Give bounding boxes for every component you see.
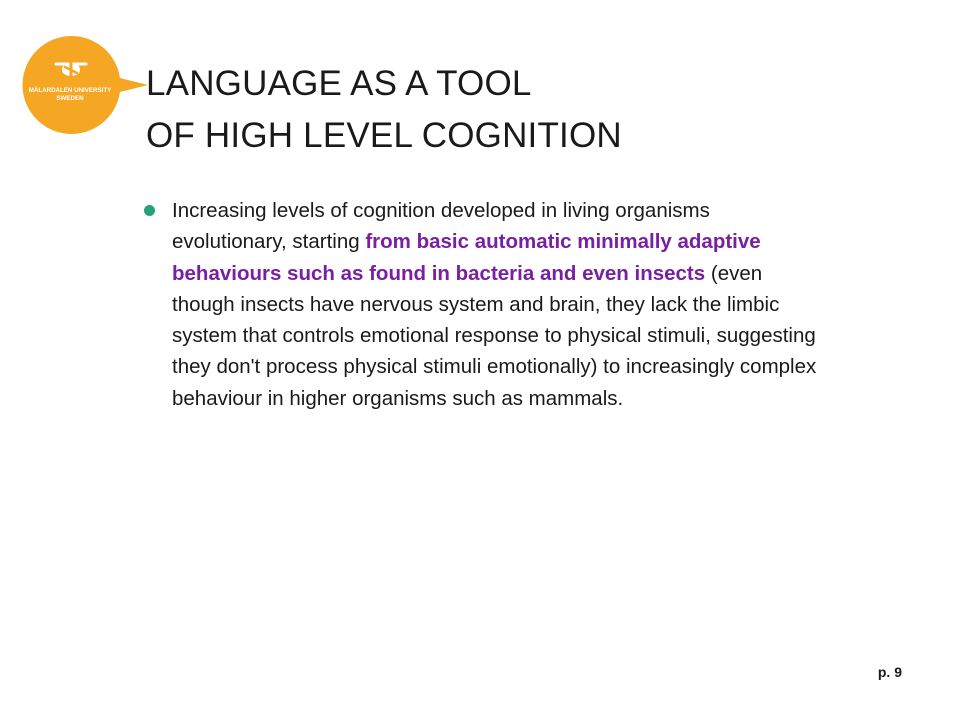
bullet-dot-icon — [144, 205, 155, 216]
bullet-highlight-text: from basic automatic minimally adaptive behaviours such as found in bacteria and even insects — [172, 230, 761, 285]
logo-text-line2: SWEDEN — [56, 95, 84, 102]
bullet-item — [144, 195, 824, 414]
slide-title-line-1: LANGUAGE AS A TOOL — [146, 64, 532, 103]
page-number: p. 9 — [877, 664, 902, 680]
bullet-text-after: (even though insects have nervous system and brain, they lack the limbic system that controls emotional response to physical stimuli, suggesting they don't process physical stimuli emotionally) to increasingly complex behaviour in higher organisms such as mammals. — [172, 261, 817, 410]
slide-title-line-2: OF HIGH LEVEL COGNITION — [146, 116, 622, 155]
university-logo — [22, 36, 150, 134]
bullet-list — [144, 195, 824, 414]
logo-text-line1: MÄLARDALEN UNIVERSITY — [28, 87, 112, 94]
logo-badge-icon — [22, 36, 150, 134]
bullet-text-before: Increasing levels of cognition developed in living organisms evolutionary, starting — [172, 199, 710, 254]
